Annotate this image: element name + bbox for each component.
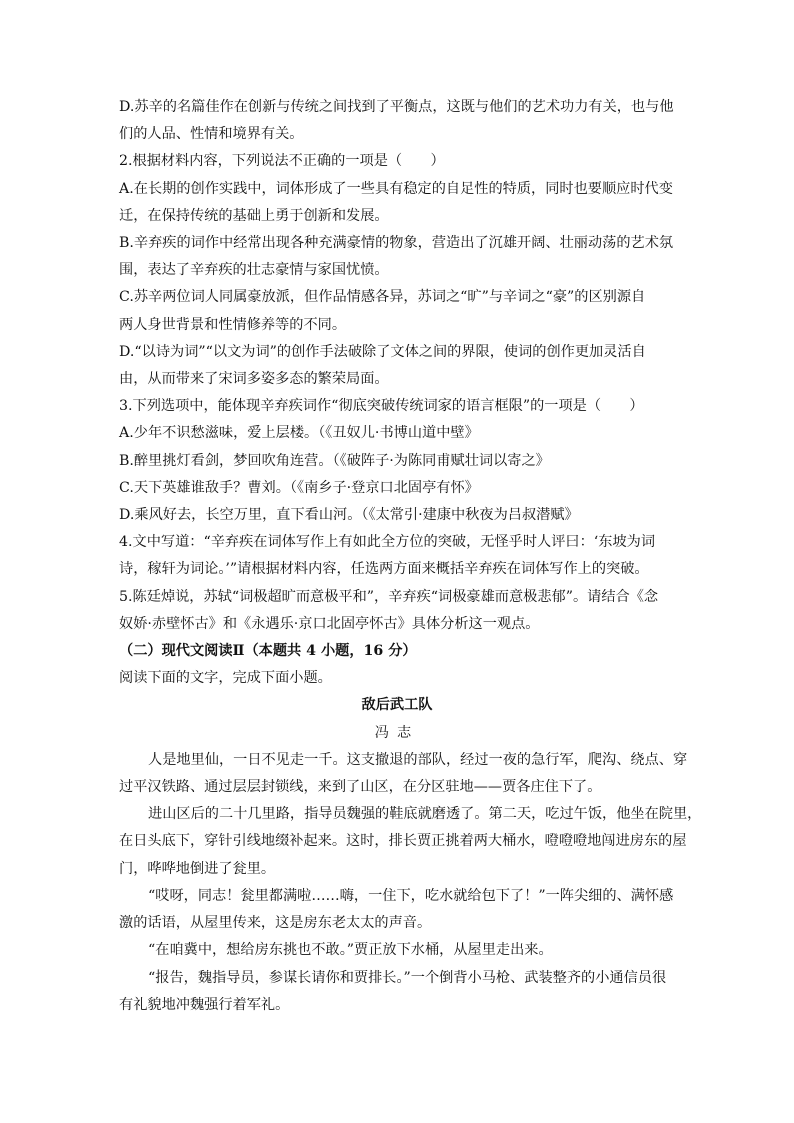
q2-option-d-line-1: D.“以诗为词”“以文为词”的创作手法破除了文体之间的界限，使词的创作更加灵活自 xyxy=(119,343,646,360)
story-paragraph-5-line-1: “报告，魏指导员，参谋长请你和贾排长。”一个倒背小马枪、武装整齐的小通信员很 xyxy=(148,969,667,986)
q3-option-b: B.醉里挑灯看剑，梦回吹角连营。（《破阵子·为陈同甫赋壮词以寄之》 xyxy=(119,452,550,469)
q3-option-a: A.少年不识愁滋味，爱上层楼。（《丑奴儿·书博山道中壁》 xyxy=(119,425,479,442)
section-heading: （二）现代文阅读Ⅱ（本题共 4 小题，16 分） xyxy=(119,643,417,660)
story-title: 敌后武工队 xyxy=(361,697,433,714)
story-paragraph-1-line-2: 过平汉铁路、通过层层封锁线，来到了山区，在分区驻地——贾各庄住下了。 xyxy=(119,779,602,796)
q2-option-a-line-1: A.在长期的创作实践中，词体形成了一些具有稳定的自足性的特质，同时也要顺应时代变 xyxy=(119,180,673,197)
story-paragraph-1-line-1: 人是地里仙，一日不见走一千。这支撤退的部队，经过一夜的急行军，爬沟、绕点、穿 xyxy=(148,751,688,768)
question-4-line-2: 诗，稼轩为词论。’”请根据材料内容，任选两方面来概括辛弃疾在词体写作上的突破。 xyxy=(119,561,649,578)
q2-option-a-line-2: 迁，在保持传统的基础上勇于创新和发展。 xyxy=(119,207,389,224)
q2-option-b-line-2: 围，表达了辛弃疾的壮志豪情与家国忧愤。 xyxy=(119,262,389,279)
story-paragraph-5-line-2: 有礼貌地冲魏强行着军礼。 xyxy=(119,996,290,1013)
story-paragraph-2-line-1: 进山区后的二十几里路，指导员魏强的鞋底就磨透了。第二天，吃过午饭，他坐在院里， xyxy=(148,806,702,823)
q2-option-b-line-1: B.辛弃疾的词作中经常出现各种充满豪情的物象，营造出了沉雄开阔、壮丽动荡的艺术氛 xyxy=(119,235,674,252)
question-3: 3.下列选项中，能体现辛弃疾词作“彻底突破传统词家的语言框限”的一项是（ ） xyxy=(119,398,644,415)
story-paragraph-3-line-1: “哎呀，同志！瓮里都满啦……嗨，一住下，吃水就给包下了！”一阵尖细的、满怀感 xyxy=(148,887,674,904)
q2-option-c-line-1: C.苏辛两位词人同属豪放派，但作品情感各异，苏词之“旷”与辛词之“豪”的区别源自 xyxy=(119,289,646,306)
question-5-line-2: 奴娇·赤壁怀古》和《永遇乐·京口北固亭怀古》具体分析这一观点。 xyxy=(119,615,540,632)
reading-instruction: 阅读下面的文字，完成下面小题。 xyxy=(119,670,332,687)
q2-option-c-line-2: 两人身世背景和性情修养等的不同。 xyxy=(119,316,347,333)
story-paragraph-4: “在咱冀中，想给房东挑也不敢。”贾正放下水桶，从屋里走出来。 xyxy=(148,942,553,959)
option-d-line-1: D.苏辛的名篇佳作在创新与传统之间找到了平衡点，这既与他们的艺术功力有关，也与他 xyxy=(119,99,674,115)
q3-option-c: C.天下英雄谁敌手？曹刘。（《南乡子·登京口北固亭有怀》 xyxy=(119,479,479,496)
q3-option-d: D.乘风好去，长空万里，直下看山河。（《太常引·建康中秋夜为吕叔潜赋》 xyxy=(119,507,579,524)
story-paragraph-2-line-3: 门，哗哗地倒进了瓮里。 xyxy=(119,860,276,877)
question-4-line-1: 4.文中写道：“辛弃疾在词体写作上有如此全方位的突破，无怪乎时人评曰：‘东坡为词 xyxy=(119,534,656,551)
question-5-line-1: 5.陈廷焯说，苏轼“词极超旷而意极平和”，辛弃疾“词极豪雄而意极悲郁”。请结合《念 xyxy=(119,588,659,605)
option-d-line-2: 们的人品、性情和境界有关。 xyxy=(119,126,304,143)
story-author: 冯志 xyxy=(374,724,420,741)
story-paragraph-2-line-2: 在日头底下，穿针引线地缀补起来。这时，排长贾正挑着两大桶水，噔噔噔地闯进房东的屋 xyxy=(119,833,687,850)
story-paragraph-3-line-2: 激的话语，从屋里传来，这是房东老太太的声音。 xyxy=(119,915,432,932)
question-2: 2.根据材料内容，下列说法不正确的一项是（ ） xyxy=(119,153,445,170)
q2-option-d-line-2: 由，从而带来了宋词多姿多态的繁荣局面。 xyxy=(119,371,389,388)
document-body xyxy=(119,94,702,1019)
